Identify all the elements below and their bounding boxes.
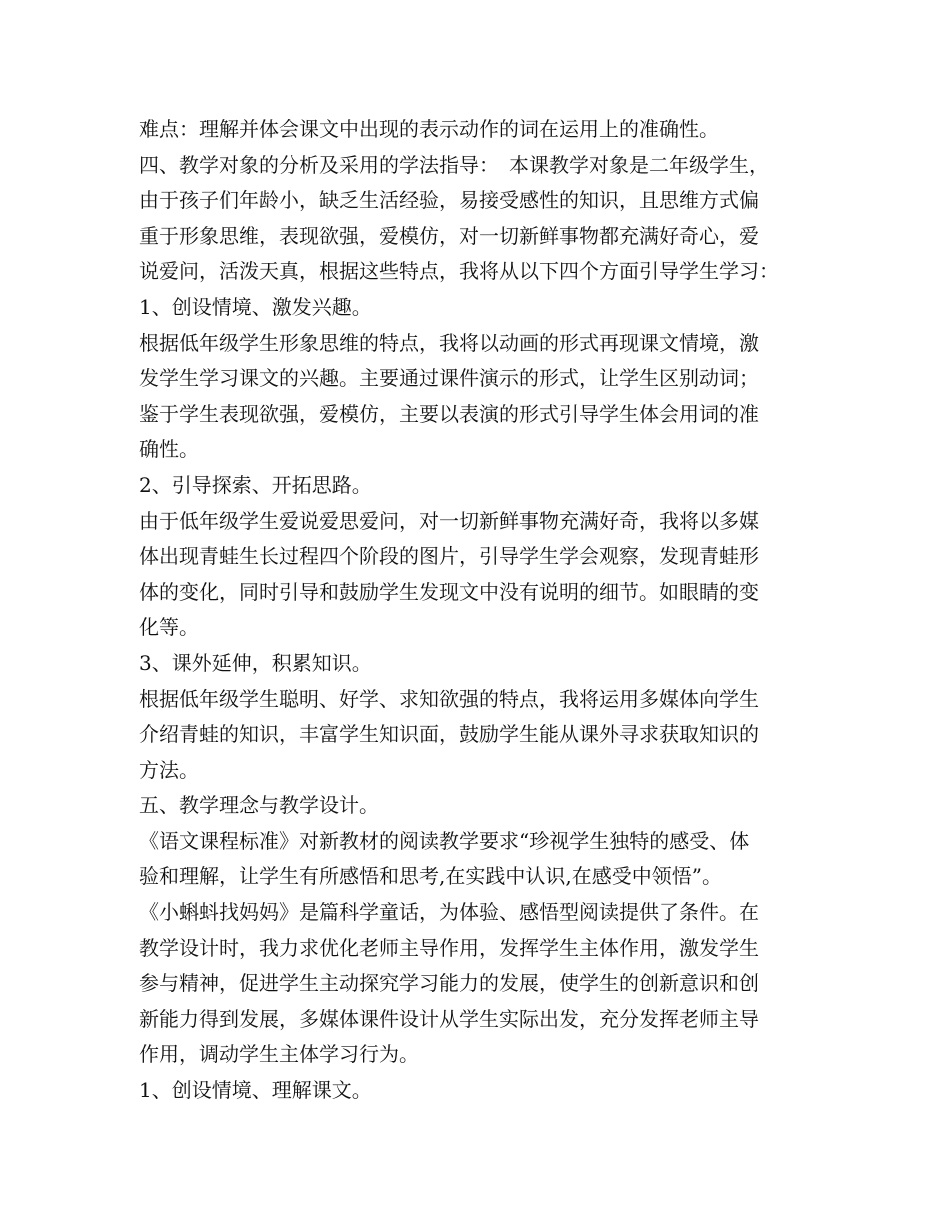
text-line: 确性。 bbox=[139, 437, 199, 462]
text-line: 由于低年级学生爱说爱思爱问，对一切新鲜事物充满好奇，我将以多媒 bbox=[139, 508, 759, 533]
text-line: 新能力得到发展，多媒体课件设计从学生实际出发，充分发挥老师主导 bbox=[139, 1006, 759, 1031]
text-line: 教学设计时，我力求优化老师主导作用，发挥学生主体作用，激发学生 bbox=[139, 935, 759, 960]
text-line: 鉴于学生表现欲强，爱模仿，主要以表演的形式引导学生体会用词的准 bbox=[139, 401, 759, 426]
text-line: 说爱问，活泼天真，根据这些特点，我将从以下四个方面引导学生学习： bbox=[139, 259, 779, 284]
text-line: 验和理解，让学生有所感悟和思考,在实践中认识,在感受中领悟”。 bbox=[139, 864, 722, 889]
text-line: 体的变化，同时引导和鼓励学生发现文中没有说明的细节。如眼睛的变 bbox=[139, 579, 759, 604]
text-line: 发学生学习课文的兴趣。主要通过课件演示的形式，让学生区别动词； bbox=[139, 366, 759, 391]
text-line: 1、创设情境、激发兴趣。 bbox=[139, 294, 372, 319]
text-line: 重于形象思维，表现欲强，爱模仿，对一切新鲜事物都充满好奇心，爱 bbox=[139, 223, 759, 248]
text-line: 介绍青蛙的知识，丰富学生知识面，鼓励学生能从课外寻求获取知识的 bbox=[139, 722, 759, 747]
text-line: 参与精神，促进学生主动探究学习能力的发展，使学生的创新意识和创 bbox=[139, 971, 759, 996]
text-line: 由于孩子们年龄小，缺乏生活经验，易接受感性的知识，且思维方式偏 bbox=[139, 188, 759, 213]
text-line: 《语文课程标准》对新教材的阅读教学要求“珍视学生独特的感受、体 bbox=[139, 828, 750, 853]
text-line: 作用，调动学生主体学习行为。 bbox=[139, 1042, 419, 1067]
text-line: 《小蝌蚪找妈妈》是篇科学童话，为体验、感悟型阅读提供了条件。在 bbox=[139, 900, 759, 925]
text-line: 1、创设情境、理解课文。 bbox=[139, 1078, 372, 1103]
text-line: 根据低年级学生聪明、好学、求知欲强的特点，我将运用多媒体向学生 bbox=[139, 686, 759, 711]
text-line: 体出现青蛙生长过程四个阶段的图片，引导学生学会观察，发现青蛙形 bbox=[139, 544, 759, 569]
text-line: 四、教学对象的分析及采用的学法指导： 本课教学对象是二年级学生， bbox=[139, 152, 769, 177]
text-line: 根据低年级学生形象思维的特点，我将以动画的形式再现课文情境，激 bbox=[139, 330, 759, 355]
text-line: 2、引导探索、开拓思路。 bbox=[139, 472, 372, 497]
text-line: 方法。 bbox=[139, 757, 199, 782]
text-line: 化等。 bbox=[139, 615, 199, 640]
document-body bbox=[139, 112, 829, 1109]
text-line: 难点：理解并体会课文中出现的表示动作的词在运用上的准确性。 bbox=[139, 117, 719, 141]
text-line: 3、课外延伸，积累知识。 bbox=[139, 650, 372, 675]
text-line: 五、教学理念与教学设计。 bbox=[139, 793, 379, 818]
